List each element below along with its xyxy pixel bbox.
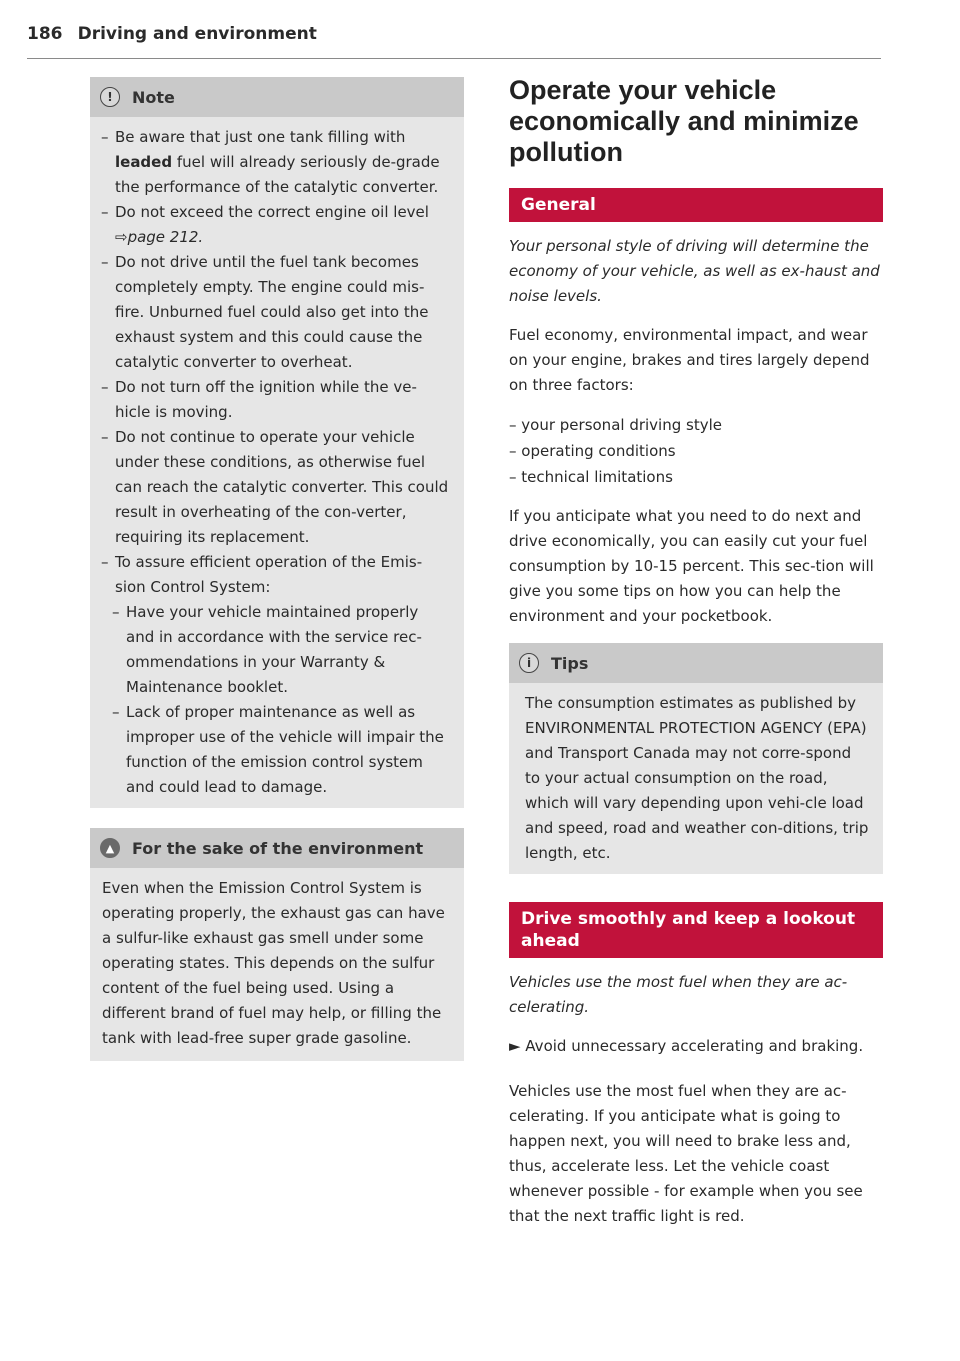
drive-paragraph: Vehicles use the most fuel when they are ac-celerating. If you anticipate what is going to happen next, you will need to brake less and, thus, accelerate less. Let the vehicle coast whenever possible - for example when you see that the next traffic light is red. [509,1082,863,1225]
info-icon: i [519,653,539,673]
page-header [27,24,881,59]
general-heading: General [509,188,883,222]
note-item: – To assure efficient operation of the Emis-sion Control System: [104,550,450,600]
note-item: – Be aware that just one tank filling with leaded fuel will already seriously de-grade the performance of the catalytic converter. [104,125,450,200]
note-subitem: – Have your vehicle maintained properly and in accordance with the service rec-ommendations in your Warranty & Maintenance booklet. [115,600,450,700]
environment-header [90,828,464,868]
general-intro: Your personal style of driving will determine the economy of your vehicle, as well as ex-haust and noise levels. [509,237,880,305]
factor-item: – technical limitations [509,464,883,490]
tips-box [509,643,883,874]
environment-title: For the sake of the environment [132,838,424,858]
page-title: Operate your vehicle economically and minimize pollution [509,75,859,167]
note-subitem: – Lack of proper maintenance as well as improper use of the vehicle will impair the function of the emission control system and could lead to damage. [115,700,450,800]
note-header [90,77,464,117]
note-bold-word: leaded [115,153,173,171]
note-title: Note [132,87,175,107]
page-reference-link[interactable]: ⇨page 212. [115,228,204,246]
general-paragraph-2: If you anticipate what you need to do next and drive economically, you can easily cut your fuel consumption by 10-15 percent. This sec-tion will give you some tips on how you can help the environment and your pocketbook. [509,507,874,625]
general-paragraph-1: Fuel economy, environmental impact, and wear on your engine, brakes and tires largely depend on three factors: [509,326,870,394]
factors-list [509,412,883,490]
leaf-icon: ▲ [100,838,120,858]
note-body [90,117,464,808]
exclamation-icon: ! [100,87,120,107]
drive-heading: Drive smoothly and keep a lookout ahead [509,902,883,958]
environment-body: Even when the Emission Control System is operating properly, the exhaust gas can have a sulfur-like exhaust gas smell under some operating states. This depends on the sulfur content of the fuel being used. Using a different brand of fuel may help, or filling the tank with lead-free super grade gasoline. [102,879,445,1047]
factor-item: – operating conditions [509,438,883,464]
note-item: – Do not turn off the ignition while the ve-hicle is moving. [104,375,450,425]
drive-intro: Vehicles use the most fuel when they are ac-celerating. [509,973,848,1016]
left-column [90,77,464,1061]
tips-body: The consumption estimates as published by ENVIRONMENTAL PROTECTION AGENCY (EPA) and Transport Canada may not corre-spond to your actual consumption on the road, which will vary depending upon vehi-cle load and speed, road and weather con-ditions, trip length, etc. [525,694,869,862]
environment-box [90,828,464,1061]
note-box [90,77,464,808]
drive-instruction: ► Avoid unnecessary accelerating and braking. [509,1037,864,1055]
section-title: Driving and environment [77,24,317,44]
note-item: – Do not exceed the correct engine oil level ⇨page 212. [104,200,450,250]
note-item: – Do not continue to operate your vehicle under these conditions, as otherwise fuel can reach the catalytic converter. This could result in overheating of the con-verter, requiring its replacement. [104,425,450,550]
factor-item: – your personal driving style [509,412,883,438]
tips-header [509,643,883,683]
right-column [509,75,883,1243]
note-item: – Do not drive until the fuel tank becomes completely empty. The engine could mis-fire. Unburned fuel could also get into the exhaust system and this could cause the catalytic converter to overheat. [104,250,450,375]
page-number: 186 [27,24,63,44]
tips-title: Tips [551,653,589,673]
